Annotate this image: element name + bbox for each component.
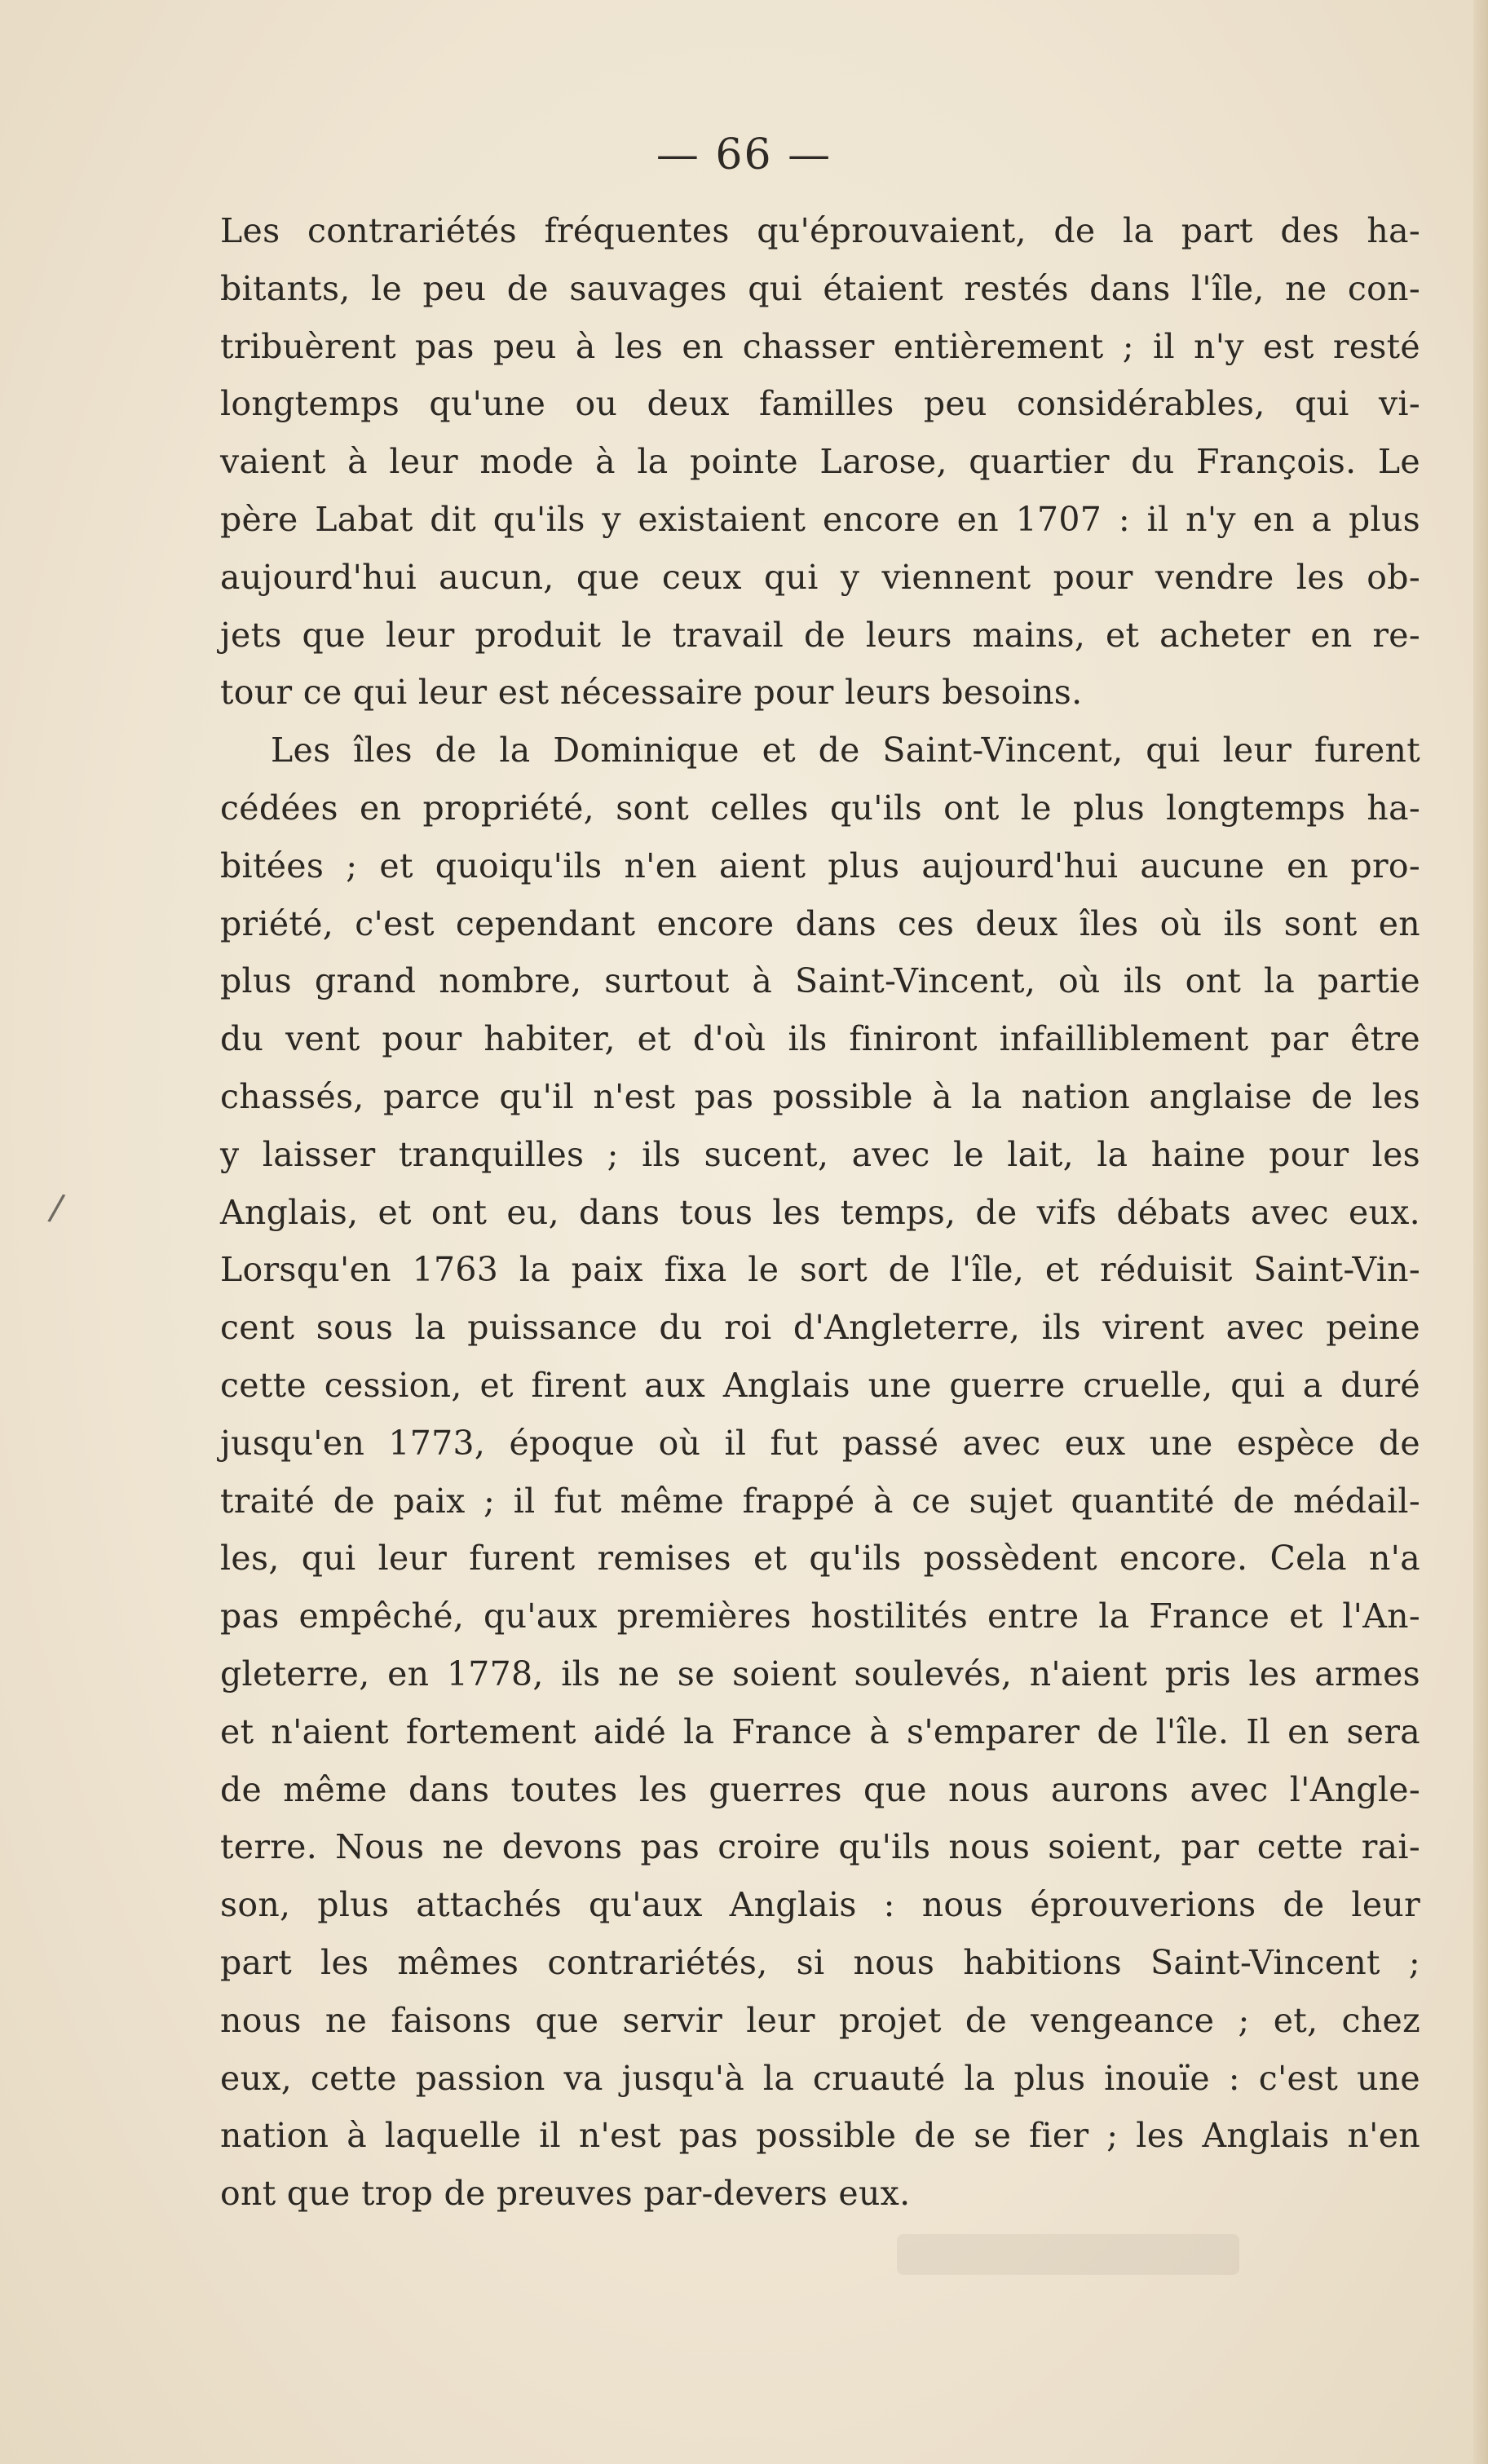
text-line: Les îles de la Dominique et de Saint-Vincent, qui leur furent bbox=[271, 731, 1420, 771]
text-line: ont que trop de preuves par-devers eux. bbox=[220, 2174, 911, 2214]
text-line: nous ne faisons que servir leur projet de vengeance ; et, chez bbox=[220, 2000, 1420, 2040]
text-line: Anglais, et ont eu, dans tous les temps, de vifs débats avec eux. bbox=[220, 1192, 1420, 1232]
text-line: Lorsqu'en 1763 la paix fixa le sort de l'île, et réduisit Saint-Vin- bbox=[220, 1250, 1420, 1290]
text-line: de même dans toutes les guerres que nous aurons avec l'Angle- bbox=[220, 1769, 1420, 1809]
text-line: du vent pour habiter, et d'où ils finiront infailliblement par être bbox=[220, 1019, 1420, 1059]
page-number: — 66 — bbox=[656, 130, 832, 179]
text-line: jets que leur produit le travail de leurs mains, et acheter en re- bbox=[220, 615, 1420, 655]
text-line: aujourd'hui aucun, que ceux qui y viennent pour vendre les ob- bbox=[220, 557, 1420, 597]
text-line: cédées en propriété, sont celles qu'ils ont le plus longtemps ha- bbox=[220, 788, 1420, 828]
text-line: y laisser tranquilles ; ils sucent, avec le lait, la haine pour les bbox=[220, 1134, 1420, 1174]
text-line: cette cession, et firent aux Anglais une guerre cruelle, qui a duré bbox=[220, 1365, 1420, 1405]
text-line: vaient à leur mode à la pointe Larose, quartier du François. Le bbox=[220, 442, 1420, 482]
margin-pencil-mark: / bbox=[46, 1186, 67, 1230]
text-line: plus grand nombre, surtout à Saint-Vincent, où ils ont la partie bbox=[220, 961, 1420, 1001]
text-line: longtemps qu'une ou deux familles peu considérables, qui vi- bbox=[220, 384, 1420, 424]
text-line: priété, c'est cependant encore dans ces deux îles où ils sont en bbox=[220, 903, 1420, 943]
text-line: tribuèrent pas peu à les en chasser entièrement ; il n'y est resté bbox=[220, 326, 1420, 366]
text-line: père Labat dit qu'ils y existaient encore en 1707 : il n'y en a plus bbox=[220, 499, 1420, 539]
page-edge-shadow bbox=[1473, 0, 1488, 2464]
text-line: traité de paix ; il fut même frappé à ce sujet quantité de médail- bbox=[220, 1481, 1420, 1521]
paragraph-2 bbox=[220, 722, 1420, 2223]
faint-bleedthrough-mark bbox=[897, 2234, 1239, 2275]
text-line: nation à laquelle il n'est pas possible de se fier ; les Anglais n'en bbox=[220, 2116, 1420, 2156]
text-line: Les contrariétés fréquentes qu'éprouvaient, de la part des ha- bbox=[220, 211, 1420, 250]
text-line: les, qui leur furent remises et qu'ils possèdent encore. Cela n'a bbox=[220, 1539, 1420, 1579]
text-line: bitants, le peu de sauvages qui étaient restés dans l'île, ne con- bbox=[220, 268, 1420, 308]
paragraph-1 bbox=[220, 202, 1420, 722]
text-line: part les mêmes contrariétés, si nous habitions Saint-Vincent ; bbox=[220, 1942, 1420, 1982]
text-line: chassés, parce qu'il n'est pas possible à la nation anglaise de les bbox=[220, 1076, 1420, 1116]
text-line: cent sous la puissance du roi d'Angleterre, ils virent avec peine bbox=[220, 1308, 1420, 1348]
text-line: terre. Nous ne devons pas croire qu'ils nous soient, par cette rai- bbox=[220, 1827, 1420, 1867]
text-line: et n'aient fortement aidé la France à s'emparer de l'île. Il en sera bbox=[220, 1711, 1420, 1751]
text-line: jusqu'en 1773, époque où il fut passé avec eux une espèce de bbox=[220, 1423, 1420, 1463]
body-text bbox=[220, 202, 1420, 2223]
text-line: eux, cette passion va jusqu'à la cruauté la plus inouïe : c'est une bbox=[220, 2058, 1420, 2098]
text-line: gleterre, en 1778, ils ne se soient soulevés, n'aient pris les armes bbox=[220, 1654, 1420, 1693]
text-line: bitées ; et quoiqu'ils n'en aient plus aujourd'hui aucune en pro- bbox=[220, 846, 1420, 885]
text-line: son, plus attachés qu'aux Anglais : nous éprouverions de leur bbox=[220, 1885, 1420, 1925]
text-line: tour ce qui leur est nécessaire pour leurs besoins. bbox=[220, 673, 1083, 713]
text-line: pas empêché, qu'aux premières hostilités entre la France et l'An- bbox=[220, 1596, 1420, 1636]
